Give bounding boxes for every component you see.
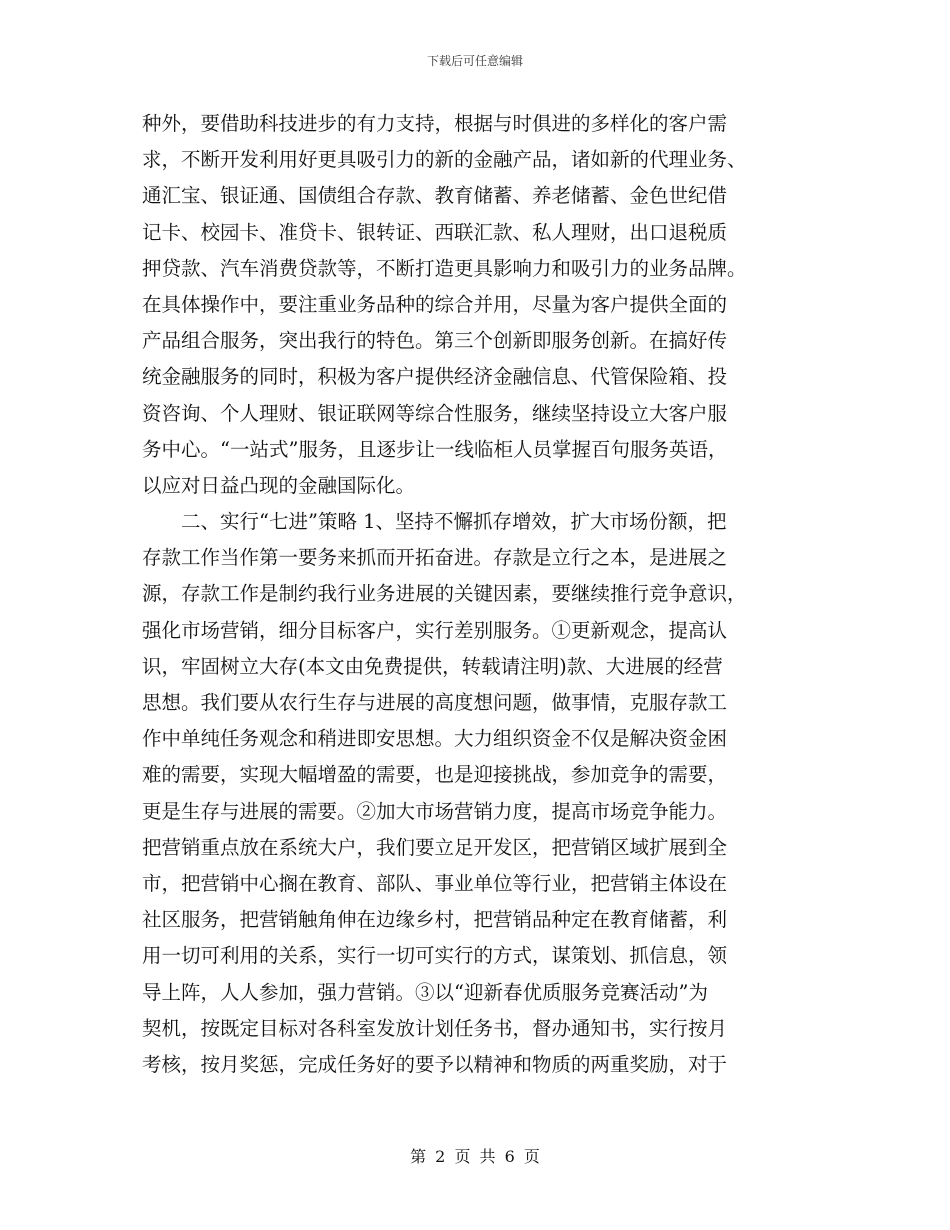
text-line: 用一切可利用的关系，实行一切可实行的方式，谋策划、抓信息，领 <box>142 944 728 968</box>
text-line: 识，牢固树立大存(本文由免费提供，转载请注明)款、大进展的经营 <box>142 654 723 678</box>
text-line: 以应对日益凸现的金融国际化。 <box>142 473 416 497</box>
text-line: 通汇宝、银证通、国债组合存款、教育储蓄、养老储蓄、金色世纪借 <box>142 184 728 208</box>
text-line: 作中单纯任务观念和稍进即安思想。大力组织资金不仅是解决资金困 <box>142 727 728 751</box>
text-line: 种外，要借助科技进步的有力支持，根据与时俱进的多样化的客户需 <box>142 112 728 135</box>
page-header: 下载后可任意编辑 <box>426 54 523 68</box>
document-body <box>142 106 812 1083</box>
text-line: 记卡、校园卡、准贷卡、银转证、西联汇款、私人理财，出口退税质 <box>142 220 728 244</box>
text-line: 导上阵，人人参加，强力营销。③以“迎新春优质服务竞赛活动”为 <box>142 980 708 1004</box>
text-line: 契机，按既定目标对各科室发放计划任务书，督办通知书，实行按月 <box>142 1016 728 1040</box>
text-line: 产品组合服务，突出我行的特色。第三个创新即服务创新。在搞好传 <box>142 329 728 353</box>
text-line: 思想。我们要从农行生存与进展的高度想问题，做事情，克服存款工 <box>142 691 728 714</box>
text-line: 务中心。“一站式”服务，且逐步让一线临柜人员掌握百句服务英语， <box>142 437 728 461</box>
text-line: 更是生存与进展的需要。②加大市场营销力度，提高市场竞争能力。 <box>142 799 728 823</box>
text-line: 市，把营销中心搁在教育、部队、事业单位等行业，把营销主体设在 <box>142 871 728 895</box>
text-line: 在具体操作中，要注重业务品种的综合并用，尽量为客户提供全面的 <box>142 292 728 316</box>
text-line: 求，不断开发利用好更具吸引力的新的金融产品，诸如新的代理业务、 <box>142 148 747 172</box>
text-line: 押贷款、汽车消费贷款等，不断打造更具影响力和吸引力的业务品牌。 <box>142 256 747 280</box>
text-line: 考核，按月奖惩，完成任务好的要予以精神和物质的两重奖励，对于 <box>142 1052 728 1076</box>
page-number: 第 2 页 共 6 页 <box>410 1147 540 1166</box>
text-line: 社区服务，把营销触角伸在边缘乡村，把营销品种定在教育储蓄，利 <box>142 908 728 932</box>
text-line: 源，存款工作是制约我行业务进展的关键因素，要继续推行竞争意识， <box>142 582 747 606</box>
text-line: 存款工作当作第一要务来抓而开拓奋进。存款是立行之本，是进展之 <box>142 546 728 570</box>
text-line: 难的需要，实现大幅增盈的需要，也是迎接挑战，参加竞争的需要， <box>142 763 728 787</box>
text-line: 统金融服务的同时，积极为客户提供经济金融信息、代管保险箱、投 <box>142 365 728 389</box>
text-line: 资咨询、个人理财、银证联网等综合性服务，继续坚持设立大客户服 <box>142 401 728 425</box>
text-line: 强化市场营销，细分目标客户，实行差别服务。①更新观念，提高认 <box>142 618 728 642</box>
text-line-section-start: 二、实行“七进”策略 1、坚持不懈抓存增效，扩大市场份额，把 <box>181 510 727 534</box>
text-line: 把营销重点放在系统大户，我们要立足开发区，把营销区域扩展到全 <box>142 835 728 859</box>
